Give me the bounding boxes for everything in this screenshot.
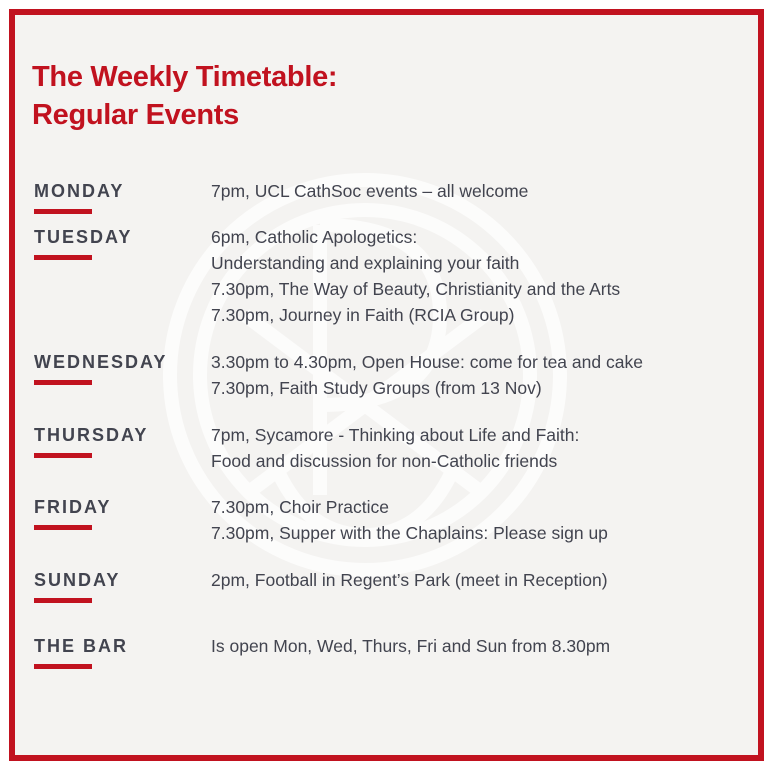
day-label: MONDAY bbox=[34, 181, 125, 201]
accent-bar bbox=[34, 525, 92, 530]
accent-bar bbox=[34, 453, 92, 458]
day-label: WEDNESDAY bbox=[34, 352, 168, 372]
event-list bbox=[211, 349, 643, 401]
event-line: 2pm, Football in Regent’s Park (meet in Reception) bbox=[211, 570, 608, 590]
event-line: 7.30pm, Faith Study Groups (from 13 Nov) bbox=[211, 378, 542, 398]
page-title bbox=[32, 58, 337, 134]
accent-bar bbox=[34, 209, 92, 214]
event-list bbox=[211, 633, 610, 659]
accent-bar bbox=[34, 598, 92, 603]
timetable-frame bbox=[9, 9, 764, 761]
event-line: Is open Mon, Wed, Thurs, Fri and Sun from 8.30pm bbox=[211, 636, 611, 656]
event-line: Food and discussion for non-Catholic friends bbox=[211, 451, 558, 471]
day-label: THURSDAY bbox=[34, 425, 149, 445]
accent-bar bbox=[34, 255, 92, 260]
event-line: 7.30pm, Journey in Faith (RCIA Group) bbox=[211, 305, 515, 325]
title-line-2: Regular Events bbox=[32, 99, 239, 131]
event-list bbox=[211, 422, 579, 474]
event-line: Understanding and explaining your faith bbox=[211, 253, 520, 273]
event-list bbox=[211, 178, 528, 204]
event-line: 7pm, Sycamore - Thinking about Life and Faith: bbox=[211, 425, 580, 445]
event-line: 7.30pm, The Way of Beauty, Christianity and the Arts bbox=[211, 279, 621, 299]
event-list bbox=[211, 224, 620, 328]
event-line: 6pm, Catholic Apologetics: bbox=[211, 227, 418, 247]
day-label: SUNDAY bbox=[34, 570, 121, 590]
event-line: 7.30pm, Choir Practice bbox=[211, 497, 389, 517]
day-label: TUESDAY bbox=[34, 227, 133, 247]
event-list bbox=[211, 567, 608, 593]
day-label: FRIDAY bbox=[34, 497, 112, 517]
event-line: 7.30pm, Supper with the Chaplains: Please sign up bbox=[211, 523, 608, 543]
accent-bar bbox=[34, 664, 92, 669]
event-list bbox=[211, 494, 608, 546]
event-line: 3.30pm to 4.30pm, Open House: come for tea and cake bbox=[211, 352, 643, 372]
title-line-1: The Weekly Timetable: bbox=[32, 61, 338, 93]
accent-bar bbox=[34, 380, 92, 385]
day-label: THE BAR bbox=[34, 636, 128, 656]
event-line: 7pm, UCL CathSoc events – all welcome bbox=[211, 181, 529, 201]
